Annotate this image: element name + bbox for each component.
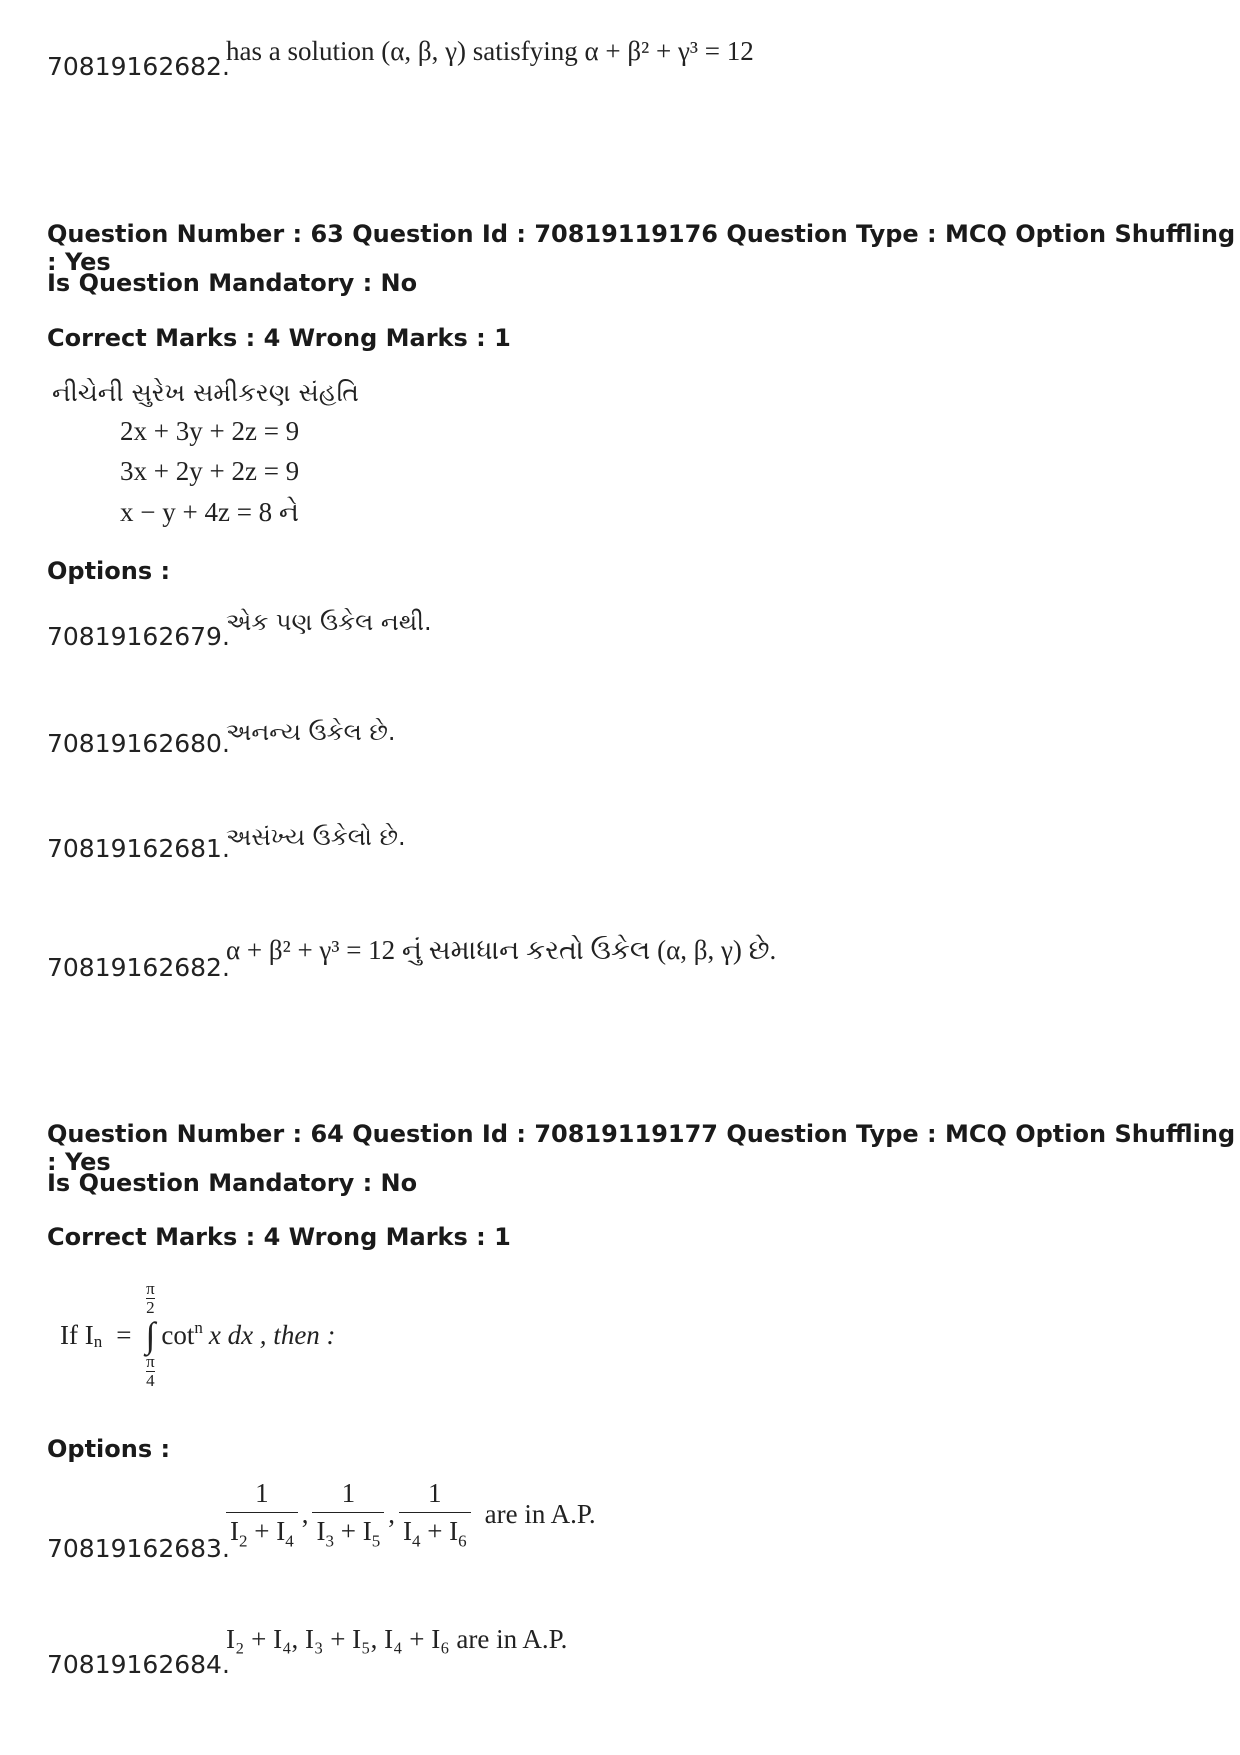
upper-limit-den: 2 [146, 1298, 155, 1317]
lower-limit-num: π [146, 1352, 155, 1371]
marks-line: Correct Marks : 4 Wrong Marks : 1 [47, 1223, 511, 1251]
power: n [194, 1318, 203, 1337]
fraction: $\frac{1}{I_4 + I_6}$ [399, 1478, 471, 1551]
subscript: n [93, 1332, 103, 1351]
equation-1: 2x + 3y + 2z = 9 [120, 416, 300, 446]
fraction: $\frac{1}{I_2 + I_4}$ [226, 1478, 298, 1551]
option-text: has a solution (α, β, γ) satisfying α + β² + γ³ = 12 [226, 36, 754, 66]
option-number: 70819162679. [47, 622, 230, 651]
question-header: Question Number : 63 Question Id : 70819119176 Question Type : MCQ Option Shuffling : Yes [47, 220, 1236, 276]
option-number: 70819162684. [47, 1650, 230, 1679]
integral [145, 1280, 155, 1390]
option-number: 70819162682. [47, 953, 230, 982]
integrand-var: x dx , then : [208, 1319, 336, 1350]
marks-line: Correct Marks : 4 Wrong Marks : 1 [47, 324, 511, 352]
option-text: અસંખ્ય ઉકેલો છે. [226, 823, 406, 851]
question-text: નીચેની સુરેખ સમીકરણ સંહતિ [52, 378, 359, 407]
option-text: I₂ + I₄, I₃ + I₅, I₄ + I₆ are in A.P. [226, 1624, 568, 1654]
lower-limit [146, 1353, 155, 1390]
mandatory-line: Is Question Mandatory : No [47, 269, 418, 297]
option-text: એક પણ ઉકેલ નથી. [226, 608, 432, 636]
question-text [60, 1280, 336, 1390]
option-number: 70819162683. [47, 1534, 230, 1563]
option-text: અનન્ય ઉકેલ છે. [226, 718, 396, 746]
upper-limit-num: π [146, 1279, 155, 1298]
integral-sign-icon: ∫ [145, 1315, 156, 1355]
option-number: 70819162680. [47, 729, 230, 758]
integrand: cot [161, 1319, 195, 1350]
lower-limit-den: 4 [146, 1371, 155, 1390]
fraction: $\frac{1}{I_3 + I_5}$ [312, 1478, 384, 1551]
upper-limit [146, 1280, 155, 1317]
option-text: α + β² + γ³ = 12 નું સમાધાન કરતો ઉકેલ (α, β, γ) છે. [226, 935, 777, 965]
integral-prefix: If I [60, 1319, 94, 1350]
options-label: Options : [47, 557, 171, 585]
mandatory-line: Is Question Mandatory : No [47, 1169, 418, 1197]
question-header: Question Number : 64 Question Id : 70819119177 Question Type : MCQ Option Shuffling : Yes [47, 1120, 1236, 1176]
option-text: $\frac{1}{I_2 + I_4}$ , $\frac{1}{I_3 + I_5}$ , $\frac{1}{I_4 + I_6}$ are in A.P. [226, 1478, 596, 1551]
equals-sign: = [116, 1319, 132, 1350]
option-number: 70819162681. [47, 834, 230, 863]
equation-2: 3x + 2y + 2z = 9 [120, 456, 300, 486]
option-number: 70819162682. [47, 52, 230, 81]
options-label: Options : [47, 1435, 171, 1463]
equation-3: x − y + 4z = 8 ને [120, 497, 300, 527]
option-suffix: are in A.P. [484, 1499, 596, 1530]
